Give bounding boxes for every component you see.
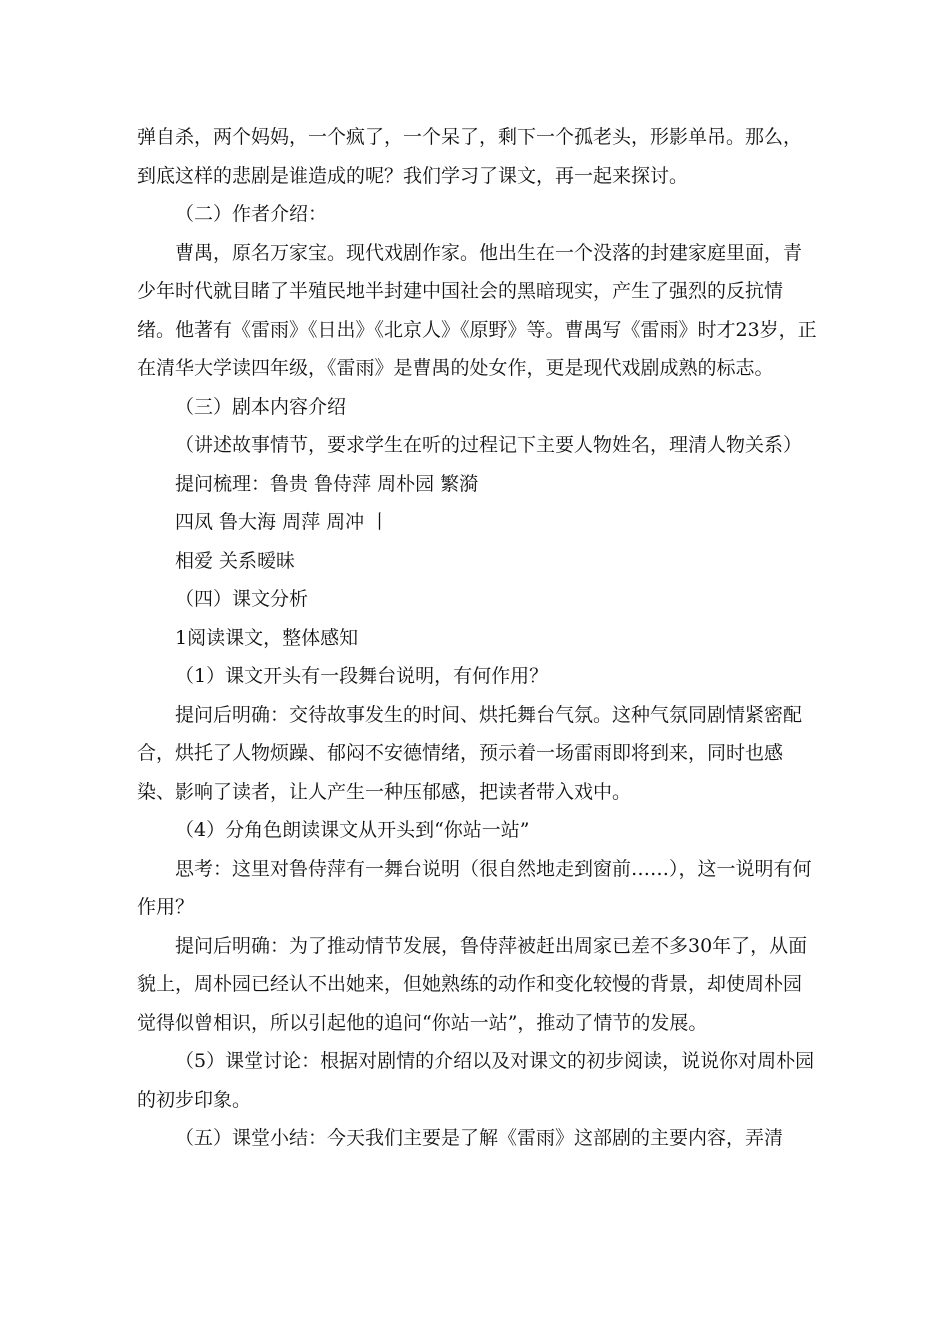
paragraph-character-list-1: 提问梳理：鲁贵 鲁侍萍 周朴园 繁漪 xyxy=(175,472,479,495)
paragraph-author-intro: 曹禺，原名万家宝。现代戏剧作家。他出生在一个没落的封建家庭里面，青少年时代就目睹了半殖民地半封建中国社会的黑暗现实，产生了强烈的反抗情绪。他著有《雷雨》《日出》《北京人》《原野》等。曹禺写《雷雨》时才23岁，正在清华大学读四年级，《雷雨》是曹禺的处女作，更是现代戏剧成熟的标志。 xyxy=(137,241,817,379)
paragraph-question-1: （1）课文开头有一段舞台说明，有何作用？ xyxy=(175,665,549,687)
paragraph-answer-4: 提问后明确：为了推动情节发展，鲁侍萍被赶出周家已差不多30年了，从面貌上，周朴园已经认不出她来，但她熟练的动作和变化较慢的背景，却使周朴园觉得似曾相识，所以引起他的追问“你站一站”，推动了情节的发展。 xyxy=(137,934,808,1034)
paragraph-1: 弹自杀，两个妈妈，一个疯了，一个呆了，剩下一个孤老头，形影单吊。那么，到底这样的悲剧是谁造成的呢？我们学习了课文，再一起来探讨。 xyxy=(137,126,803,187)
document-body xyxy=(137,118,817,1158)
section-heading-script: （三）剧本内容介绍 xyxy=(175,395,347,418)
paragraph-answer-1: 提问后明确：交待故事发生的时间、烘托舞台气氛。这种气氛同剧情紧密配合，烘托了人物烦躁、郁闷不安德情绪，预示着一场雷雨即将到来，同时也感染、影响了读者，让人产生一种压郁感，把读者带入戏中。 xyxy=(137,703,803,803)
paragraph-story-instruction: （讲述故事情节，要求学生在听的过程记下主要人物姓名，理清人物关系） xyxy=(175,434,803,456)
paragraph-discussion-5: （5）课堂讨论：根据对剧情的介绍以及对课文的初步阅读，说说你对周朴园的初步印象。 xyxy=(137,1050,815,1111)
paragraph-thinking: 思考：这里对鲁侍萍有一舞台说明（很自然地走到窗前……），这一说明有何作用？ xyxy=(137,857,812,918)
paragraph-question-4: （4）分角色朗读课文从开头到“你站一站” xyxy=(175,819,530,841)
paragraph-summary: （五）课堂小结：今天我们主要是了解《雷雨》这部剧的主要内容，弄清 xyxy=(175,1127,784,1149)
section-heading-author: （二）作者介绍： xyxy=(175,203,328,225)
paragraph-reading-overview: 1阅读课文，整体感知 xyxy=(175,626,359,649)
section-heading-analysis: （四）课文分析 xyxy=(175,588,309,610)
paragraph-character-list-2: 四凤 鲁大海 周萍 周冲 丨 xyxy=(175,511,390,533)
paragraph-character-relation: 相爱 关系暧昧 xyxy=(175,549,296,572)
